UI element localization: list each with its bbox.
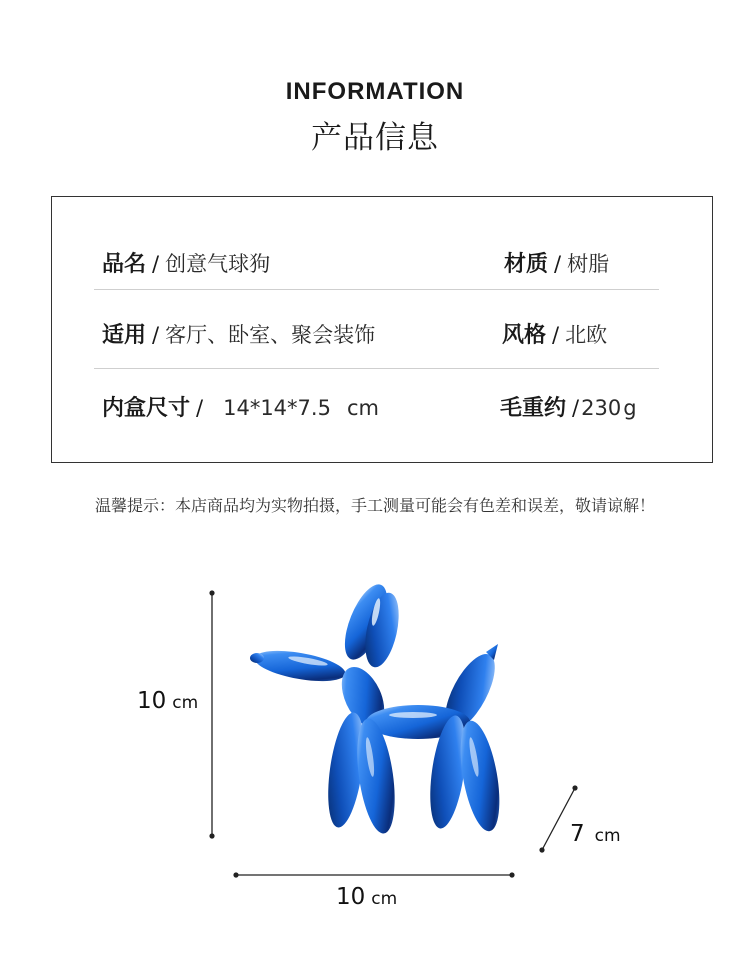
width-label: [336, 884, 397, 910]
info-value: 230: [581, 396, 622, 420]
height-value: 10: [137, 688, 167, 714]
info-value: 14*14*7.5: [223, 396, 331, 420]
info-value: 北欧: [565, 323, 608, 347]
info-separator: /: [552, 323, 560, 347]
depth-line-top-dot: [572, 785, 577, 790]
nose: [250, 653, 264, 663]
info-separator: /: [554, 252, 562, 276]
info-key: 品名: [102, 252, 147, 277]
balloon-dog-icon: [248, 582, 508, 844]
title-english: INFORMATION: [285, 78, 465, 105]
width-line-left-dot: [233, 872, 238, 877]
width-unit: cm: [371, 889, 398, 909]
highlight: [389, 712, 437, 718]
depth-value: 7: [570, 821, 585, 847]
info-value: 客厅、卧室、聚会装饰: [165, 323, 376, 347]
snout: [252, 645, 347, 687]
info-key: 风格: [502, 323, 547, 348]
width-value: 10: [336, 884, 366, 910]
info-separator: /: [572, 396, 580, 420]
info-separator: /: [196, 396, 204, 420]
info-unit: g: [623, 396, 637, 420]
info-key: 适用: [102, 323, 147, 348]
height-line-top-dot: [209, 590, 214, 595]
width-line-right-dot: [509, 872, 514, 877]
depth-line-bottom-dot: [539, 847, 544, 852]
height-label: [137, 688, 198, 714]
info-unit: cm: [346, 396, 379, 420]
height-line-bottom-dot: [209, 833, 214, 838]
info-value: 创意气球狗: [165, 252, 271, 276]
info-value: 树脂: [567, 252, 610, 276]
info-key: 材质: [504, 252, 549, 277]
info-separator: /: [152, 252, 160, 276]
info-separator: /: [152, 323, 160, 347]
notice-text: 温馨提示：本店商品均为实物拍摄，手工测量可能会有色差和误差，敬请谅解！: [94, 496, 655, 515]
depth-unit: cm: [594, 826, 621, 846]
height-unit: cm: [172, 693, 199, 713]
depth-label: [570, 821, 621, 847]
info-key: 内盒尺寸: [102, 396, 191, 421]
info-key: 毛重约: [500, 396, 567, 421]
title-chinese: 产品信息: [311, 120, 439, 156]
